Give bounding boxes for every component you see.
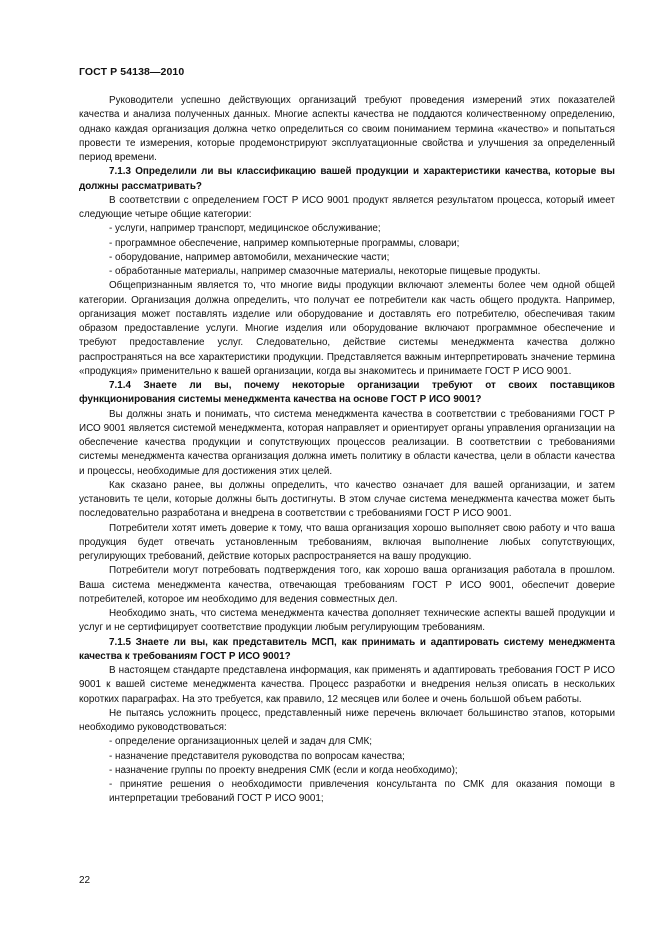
paragraph: Потребители хотят иметь доверие к тому, что ваша организация хорошо выполняет свою работу и что ваша продукция будет отвечать установленным требованиям, включая выполнение любых сопутствующих, регулирующих требований, действие которых распространяется на вашу продукцию. [79,522,615,562]
list-item: - оборудование, например автомобили, механические части; [109,251,390,263]
product-categories-list [79,222,615,279]
list-item: - назначение группы по проекту внедрения СМК (если и когда необходимо); [109,764,458,776]
paragraph: Не пытаясь усложнить процесс, представленный ниже перечень включает большинство этапов, которыми необходимо руководствоваться: [79,707,615,733]
list-item: - обработанные материалы, например смазочные материалы, некоторые пищевые продукты. [109,266,541,277]
list-item: - услуги, например транспорт, медицинское обслуживание; [109,223,381,235]
page-number: 22 [79,875,91,886]
document-header: ГОСТ Р 54138—2010 [79,66,185,78]
paragraph: Вы должны знать и понимать, что система менеджмента качества в соответствии с требованиями ГОСТ Р ИСО 9001 является системой менеджмента, которая направляет и ориентирует органы управления организации на обеспечение качества продукции и сопутствующих процессов реализации. В соответствии с требованиями системы менеджмента качества организация должна иметь политику в области качества, цели в области качества и процессы, необходимые для достижения этих целей. [79,408,615,477]
list-item: - программное обеспечение, например компьютерные программы, словари; [109,237,460,249]
list-item: - принятие решения о необходимости привлечения консультанта по СМК для оказания помощи в интерпретации требований ГОСТ Р ИСО 9001; [109,779,615,805]
list-item: - определение организационных целей и задач для СМК; [109,736,373,748]
section-heading-7-1-5: 7.1.5 Знаете ли вы, как представитель МСП, как принимать и адаптировать систему менеджмента качества к требованиям ГОСТ Р ИСО 9001? [79,636,615,662]
paragraph: В настоящем стандарте представлена информация, как применять и адаптировать требования ГОСТ Р ИСО 9001 к вашей системе менеджмента качества. Процесс разработки и внедрения нельзя описать в нескольких коротких параграфах. На это требуется, как правило, 12 месяцев или более и очень большой объем работы. [79,665,615,705]
paragraph: Потребители могут потребовать подтверждения того, как хорошо ваша организация работала в прошлом. Ваша система менеджмента качества, отвечающая требованиям ГОСТ Р ИСО 9001, обеспечит доверие потребителей, которое им необходимо для ведения совместных дел. [79,565,615,605]
paragraph: Общепризнанным является то, что многие виды продукции включают элементы более чем одной общей категории. Организация должна определить, что получат ее потребители как часть общего продукта. Например, организация может поставлять изделие или оборудование и доставлять его потребителю, обеспечивая таким образом предоставление услуги. Многие изделия или оборудование включают программное обеспечение и требуют предоставление услуг. Следовательно, действие системы менеджмента качества должно распространяться на все характеристики продукции. Представляется важным интерпретировать значение термина «продукция» применительно к вашей организации, когда вы знакомитесь и принимаете ГОСТ Р ИСО 9001. [79,280,615,377]
section-heading-7-1-3: 7.1.3 Определили ли вы классификацию вашей продукции и характеристики качества, которые вы должны рассматривать? [79,166,615,192]
paragraph: Необходимо знать, что система менеджмента качества дополняет технические аспекты вашей продукции и услуг и не сертифицирует соответствие продукции любым регулирующим требованиям. [79,608,615,634]
paragraph: Руководители успешно действующих организаций требуют проведения измерений этих показателей качества и анализа полученных данных. Многие аспекты качества не поддаются количественному определению, однако каждая организация должна четко определиться со своим пониманием термина «качество» и попытаться провести те измерения, которые продемонстрируют эксплуатационные свойства и улучшения за определенный период времени. [79,95,615,163]
paragraph: В соответствии с определением ГОСТ Р ИСО 9001 продукт является результатом процесса, который имеет следующие четыре общие категории: [79,194,615,220]
list-item: - назначение представителя руководства по вопросам качества; [109,750,405,762]
paragraph: Как сказано ранее, вы должны определить, что качество означает для вашей организации, и затем установить те цели, которые должны быть достигнуты. В этом случае система менеджмента качества может быть последовательно разработана и внедрена в соответствии с требованиями ГОСТ Р ИСО 9001. [79,479,615,520]
document-body [79,94,615,807]
section-heading-7-1-4: 7.1.4 Знаете ли вы, почему некоторые организации требуют от своих поставщиков функционирования системы менеджмента качества на основе ГОСТ Р ИСО 9001? [79,380,615,406]
implementation-steps-list [79,735,615,806]
